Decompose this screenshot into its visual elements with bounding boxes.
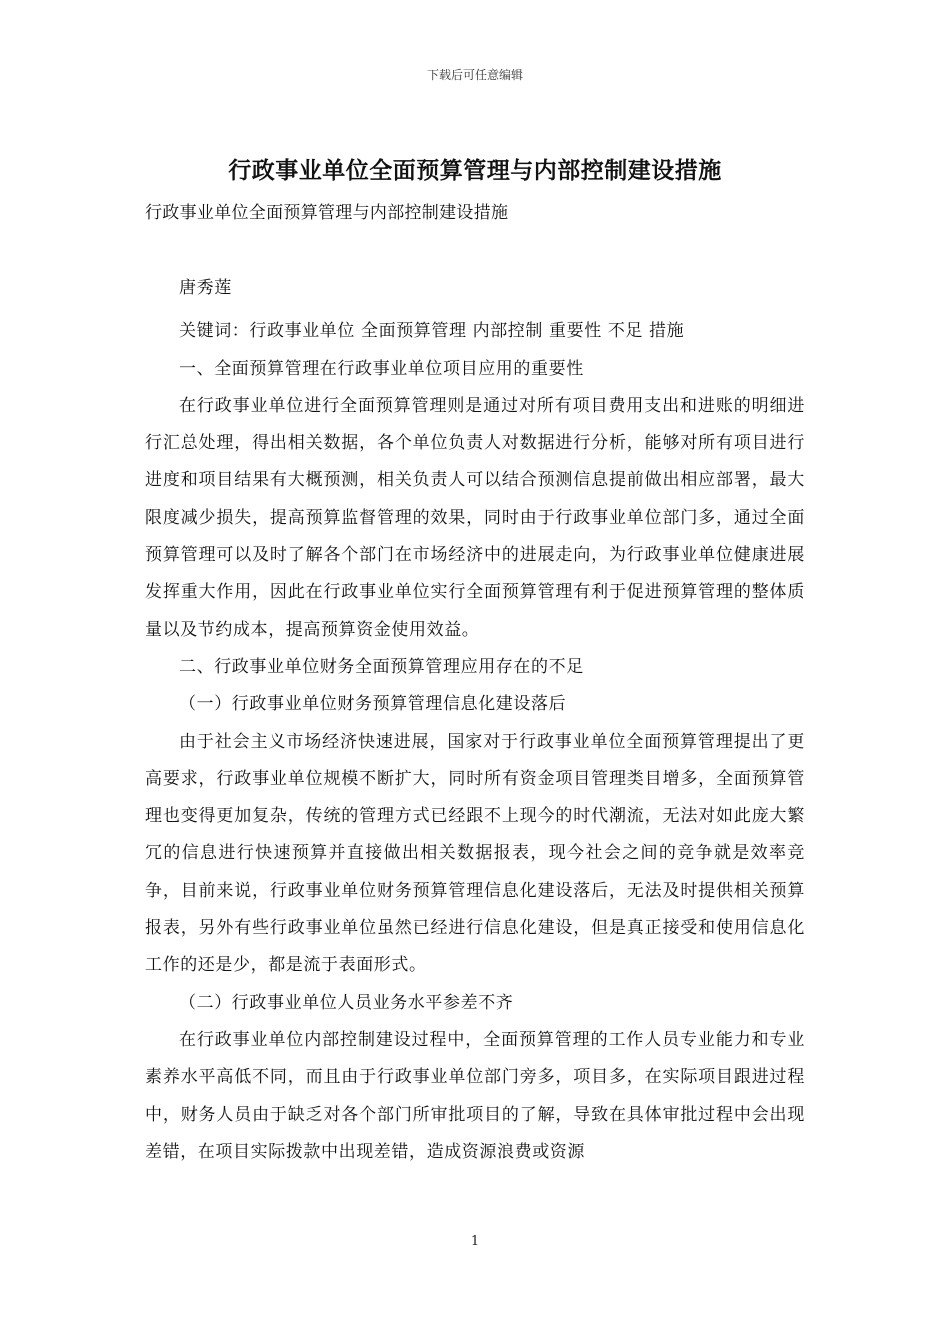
document-subtitle: 行政事业单位全面预算管理与内部控制建设措施 — [145, 203, 509, 223]
document-body — [145, 270, 805, 1171]
keywords-line: 关键词：行政事业单位 全面预算管理 内部控制 重要性 不足 措施 — [179, 321, 685, 342]
paragraph-2-1: 由于社会主义市场经济快速进展，国家对于行政事业单位全面预算管理提出了更高要求，行政事业单位规模不断扩大，同时所有资金项目管理类目增多，全面预算管理也变得更加复杂，传统的管理方式已经跟不上现今的时代潮流，无法对如此庞大繁冗的信息进行快速预算并直接做出相关数据报表，现今社会之间的竞争就是效率竞争，目前来说，行政事业单位财务预算管理信息化建设落后，无法及时提供相关预算报表，另外有些行政事业单位虽然已经进行信息化建设，但是真正接受和使用信息化工作的还是少，都是流于表面形式。 — [145, 731, 805, 976]
paragraph-2-2: 在行政事业单位内部控制建设过程中，全面预算管理的工作人员专业能力和专业素养水平高低不同，而且由于行政事业单位部门旁多，项目多，在实际项目跟进过程中，财务人员由于缺乏对各个部门所审批项目的了解，导致在具体审批过程中会出现差错，在项目实际拨款中出现差错，造成资源浪费或资源 — [145, 1029, 805, 1162]
document-title: 行政事业单位全面预算管理与内部控制建设措施 — [228, 157, 722, 184]
paragraph-1: 在行政事业单位进行全面预算管理则是通过对所有项目费用支出和进账的明细进行汇总处理，得出相关数据，各个单位负责人对数据进行分析，能够对所有项目进行进度和项目结果有大概预测，相关负责人可以结合预测信息提前做出相应部署，最大限度减少损失，提高预算监督管理的效果，同时由于行政事业单位部门多，通过全面预算管理可以及时了解各个部门在市场经济中的进展走向，为行政事业单位健康进展发挥重大作用，因此在行政事业单位实行全面预算管理有利于促进预算管理的整体质量以及节约成本，提高预算资金使用效益。 — [145, 395, 805, 640]
header-note: 下载后可任意编辑 — [426, 68, 523, 82]
section-heading-1: 一、全面预算管理在行政事业单位项目应用的重要性 — [179, 358, 584, 379]
subsection-heading-2-2: （二）行政事业单位人员业务水平参差不齐 — [179, 992, 514, 1013]
section-heading-2: 二、行政事业单位财务全面预算管理应用存在的不足 — [179, 656, 584, 677]
author-name: 唐秀莲 — [179, 278, 232, 298]
page-number: 1 — [470, 1234, 480, 1249]
subsection-heading-2-1: （一）行政事业单位财务预算管理信息化建设落后 — [179, 694, 567, 715]
